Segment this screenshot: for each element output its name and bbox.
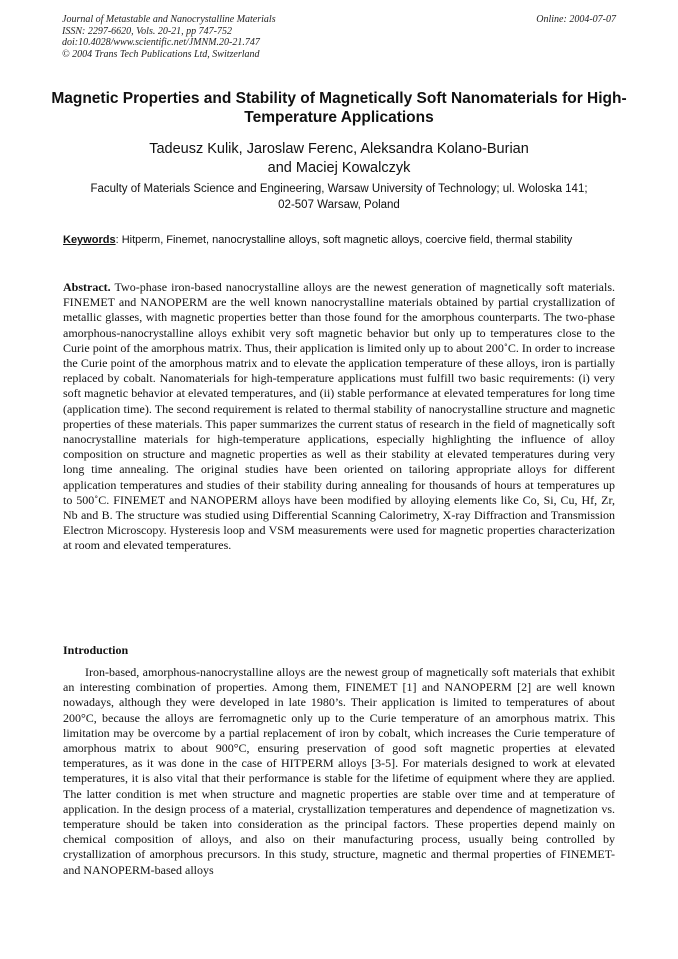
introduction-heading: Introduction xyxy=(63,643,129,657)
journal-name: Journal of Metastable and Nanocrystalline Materials xyxy=(62,14,276,25)
keywords-label: Keywords xyxy=(63,234,116,246)
authors-line-1: Tadeusz Kulik, Jaroslaw Ferenc, Aleksandra Kolano-Burian xyxy=(149,141,529,157)
affiliation-line-2: 02-507 Warsaw, Poland xyxy=(278,198,400,211)
keywords-text: : Hitperm, Finemet, nanocrystalline alloys, soft magnetic alloys, coercive field, thermal stability xyxy=(115,234,573,246)
online-date: Online: 2004-07-07 xyxy=(536,14,616,25)
abstract-text: Two-phase iron-based nanocrystalline alloys are the newest generation of magnetically soft materials. FINEMET and NANOPERM are the well known nanocrystalline materials obtained by partial crystallization of metallic glasses, with magnetic properties better than those found for the amorphous counterparts. The two-phase amorphous-nanocrystalline alloys exhibit very soft magnetic behavior but only up to temperatures close to the Curie point of the amorphous matrix. Thus, their application is limited only up to about 200˚C. In order to increase the Curie point of the amorphous matrix and to elevate the application temperature of these alloys, iron is partially replaced by cobalt. Nanomaterials for high-temperature applications must fulfill two basic requirements: (i) very soft magnetic behavior at elevated temperatures, and (ii) stable performance at elevated temperatures for long time (application time). The second requirement is related to thermal stability of nanocrystalline structure and magnetic properties of these materials. This paper summarizes the current status of research in the field of magnetically soft nanocrystalline materials for high-temperature applications, especially highlighting the influence of alloy composition on structure and magnetic properties as well as their stability at elevated temperatures during very long time annealing. The original studies have been oriented on tailoring appropriate alloys for different application temperatures and studies of their stability during annealing for thousands of hours at temperatures up to 500˚C. FINEMET and NANOPERM alloys have been modified by alloying elements like Co, Si, Cu, Hf, Zr, Nb and B. The structure was studied using Differential Scanning Calorimetry, X-ray Diffraction and Transmission Electron Microscopy. Hysteresis loop and VSM measurements were used for magnetic properties characterization at room and elevated temperatures. xyxy=(63,280,615,553)
abstract-section xyxy=(63,280,615,554)
authors-line-2: and Maciej Kowalczyk xyxy=(267,159,411,176)
abstract-label: Abstract. xyxy=(63,280,111,294)
paper-title: Magnetic Properties and Stability of Magnetically Soft Nanomaterials for High-Temperature Applications xyxy=(51,90,627,126)
author-list xyxy=(50,140,628,177)
journal-issn: ISSN: 2297-6620, Vols. 20-21, pp 747-752 xyxy=(62,25,232,37)
introduction-paragraph: Iron-based, amorphous-nanocrystalline alloys are the newest group of magnetically soft materials that exhibit an interesting combination of properties. Among them, FINEMET [1] and NANOPERM [2] are well known nowadays, although they were developed in late 1980’s. Their application is limited to temperatures of about 200°C, because the alloys are ferromagnetic only up to the Curie temperature of an amorphous matrix. This limitation may be overcome by a partial replacement of iron by cobalt, which increases the Curie temperature of amorphous matrix to about 900°C, ensuring preservation of good soft magnetic properties at elevated temperatures, as it was done in the case of HITPERM alloys [3-5]. For materials designed to work at elevated temperatures, it is also vital that their performance is stable for the lifetime of equipment where they are applied. The latter condition is met when structure and magnetic properties are stable over time and at temperature of application. In the design process of a material, crystallization temperatures and dependence of magnetization vs. temperature should be taken into consideration as the principal factors. These properties depend mainly on chemical composition of alloys, and also on their manufacturing process, usually being controlled by crystallization of amorphous precursors. In this study, structure, magnetic and thermal properties of FINEMET- and NANOPERM-based alloys xyxy=(63,665,615,877)
affiliation-line-1: Faculty of Materials Science and Engineering, Warsaw University of Technology; ul. Woloska 141; xyxy=(90,183,588,195)
journal-copyright: © 2004 Trans Tech Publications Ltd, Switzerland xyxy=(62,48,260,60)
journal-header xyxy=(62,14,616,60)
affiliation xyxy=(50,182,628,213)
journal-doi: doi:10.4028/www.scientific.net/JMNM.20-21.747 xyxy=(62,37,260,48)
keywords-section xyxy=(63,233,615,248)
